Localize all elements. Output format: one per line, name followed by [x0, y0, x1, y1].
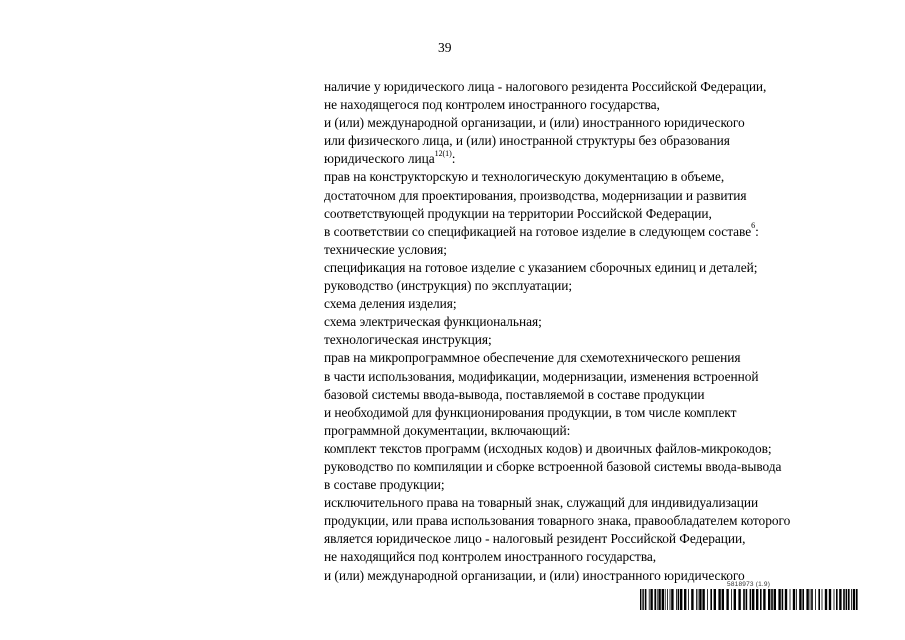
body-text-line: или физического лица, и (или) иностранной структуры без образования [324, 133, 730, 149]
body-text-line: схема электрическая функциональная; [324, 314, 542, 330]
body-text-line: не находящегося под контролем иностранного государства, [324, 97, 660, 113]
body-text-line: схема деления изделия; [324, 296, 457, 312]
footnote-reference: 6 [751, 221, 756, 231]
body-text-line: программной документации, включающий: [324, 422, 571, 438]
body-text-line: технические условия; [324, 241, 447, 257]
body-text-line: и (или) международной организации, и (или) иностранного юридического [324, 115, 745, 131]
body-text-line: прав на микропрограммное обеспечение для схемотехнического решения [324, 350, 741, 366]
body-text-line: соответствующей продукции на территории Российской Федерации, [324, 205, 712, 221]
document-body [324, 78, 884, 585]
body-text-line: в составе продукции; [324, 477, 445, 493]
barcode-label: 5818973 (1.9) [727, 581, 771, 588]
body-text-line: наличие у юридического лица - налогового резидента Российской Федерации, [324, 79, 767, 94]
body-text-line: спецификация на готовое изделие с указанием сборочных единиц и деталей; [324, 259, 758, 275]
page-number: 39 [438, 40, 452, 55]
body-text-line: и необходимой для функционирования продукции, в том числе комплект [324, 404, 737, 420]
body-text-line: руководство по компиляции и сборке встроенной базовой системы ввода-вывода [324, 458, 782, 474]
body-text-line: продукции, или права использования товарного знака, правообладателем которого [324, 513, 791, 529]
body-text-line: не находящийся под контролем иностранного государства, [324, 549, 657, 565]
body-text-line: в соответствии со спецификацией на готовое изделие в следующем составе$^6$: [324, 221, 759, 239]
body-text-line: руководство (инструкция) по эксплуатации; [324, 278, 573, 294]
footnote-reference: 12(1) [434, 148, 452, 158]
body-text-line: прав на конструкторскую и технологическую документацию в объеме, [324, 169, 725, 185]
body-text-line: базовой системы ввода-вывода, поставляемой в составе продукции [324, 386, 705, 402]
body-text-line: юридического лица$^{12(1)}$: [324, 148, 456, 167]
body-text-line: является юридическое лицо - налоговый резидент Российской Федерации, [324, 531, 746, 547]
body-text-line: исключительного права на товарный знак, служащий для индивидуализации [324, 495, 759, 511]
barcode-icon [640, 589, 858, 610]
body-text-line: достаточном для проектирования, производства, модернизации и развития [324, 187, 747, 203]
body-text-line: технологическая инструкция; [324, 332, 492, 348]
body-text-line: в части использования, модификации, модернизации, изменения встроенной [324, 368, 759, 384]
body-text-line: и (или) международной организации, и (или) иностранного юридического [324, 567, 745, 583]
body-text-line: комплект текстов программ (исходных кодов) и двоичных файлов-микрокодов; [324, 440, 772, 456]
